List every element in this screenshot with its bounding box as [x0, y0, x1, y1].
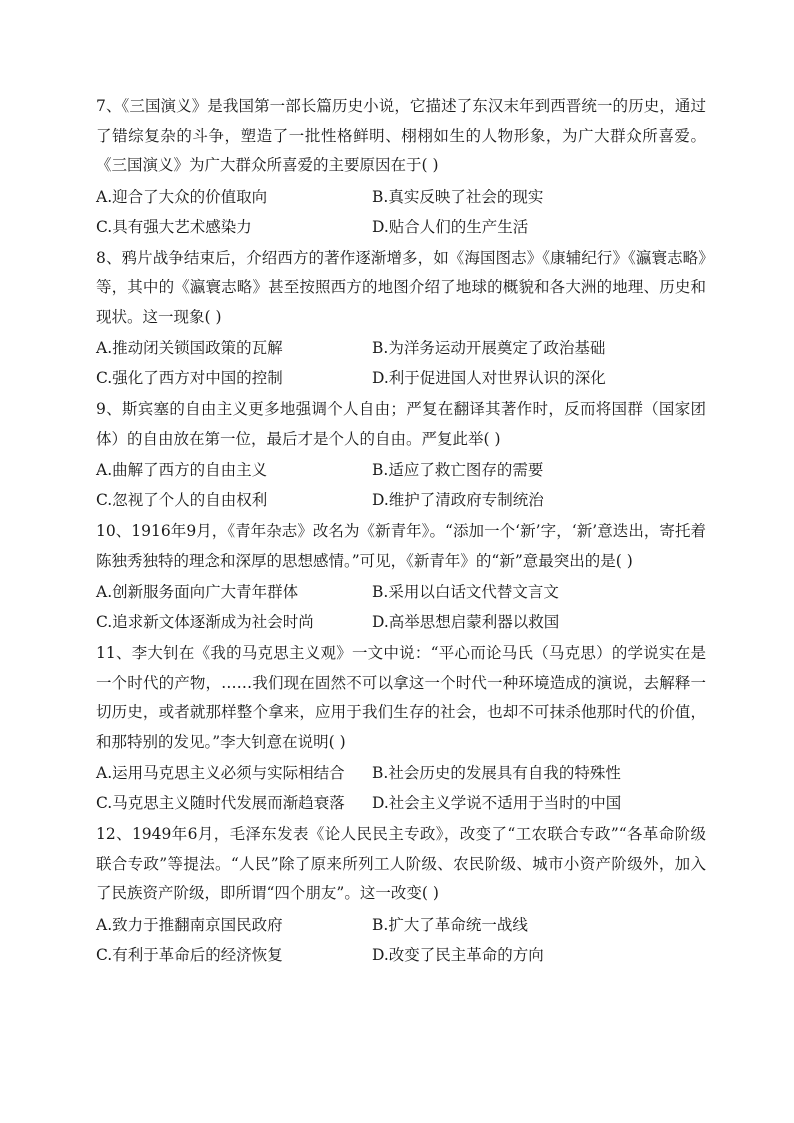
question-8 [96, 244, 706, 394]
option-a: A.创新服务面向广大青年群体 [96, 583, 299, 601]
question-stem: 12、1949年6月，毛泽东发表《论人民民主专政》，改变了“工农联合专政”“各革命阶级联合专政”等提法。“人民”除了原来所列工人阶级、农民阶级、城市小资产阶级外，加入了民族资产阶级，即所谓“四个朋友”。这一改变( ) [96, 825, 706, 902]
option-c: C.忽视了个人的自由权利 [96, 491, 268, 509]
option-c: C.强化了西方对中国的控制 [96, 369, 283, 387]
question-10 [96, 517, 706, 637]
option-a: A.运用马克思主义必须与实际相结合 [96, 764, 345, 782]
option-c: C.具有强大艺术感染力 [96, 217, 252, 236]
option-a: A.致力于推翻南京国民政府 [96, 915, 283, 934]
option-d: D.改变了民主革命的方向 [372, 945, 544, 964]
option-b: B.扩大了革命统一战线 [372, 915, 528, 934]
question-9 [96, 395, 706, 515]
option-b: B.真实反映了社会的现实 [372, 187, 544, 206]
question-stem: 7、《三国演义》是我国第一部长篇历史小说，它描述了东汉末年到西晋统一的历史，通过了错综复杂的斗争，塑造了一批性格鲜明、栩栩如生的人物形象，为广大群众所喜爱。《三国演义》为广大群众所喜爱的主要原因在于( ) [96, 97, 706, 174]
option-d: D.利于促进国人对世界认识的深化 [372, 369, 606, 387]
option-d: D.社会主义学说不适用于当时的中国 [372, 794, 622, 812]
option-list [96, 577, 706, 637]
option-d: D.高举思想启蒙利器以救国 [372, 613, 560, 631]
option-list [96, 455, 706, 515]
question-stem: 11、李大钊在《我的马克思主义观》一文中说：“平心而论马氏（马克思）的学说实在是一个时代的产物，……我们现在固然不可以拿这一个时代一种环境造成的演说，去解释一切历史，或者就那样整个拿来，应用于我们生存的社会，也却不可抹杀他那时代的价值，和那特别的发见。”李大钊意在说明( ) [96, 644, 706, 751]
option-list [96, 333, 706, 393]
option-a: A.推动闭关锁国政策的瓦解 [96, 339, 283, 357]
option-list [96, 182, 706, 242]
option-d: D.贴合人们的生产生活 [372, 217, 529, 236]
option-a: A.迎合了大众的价值取向 [96, 187, 268, 206]
option-b: B.适应了救亡图存的需要 [372, 461, 544, 479]
question-stem: 10、1916年9月，《青年杂志》改名为《新青年》。“添加一个‘新’字，‘新’意迭出，寄托着陈独秀独特的理念和深厚的思想感情。”可见，《新青年》的“新”意最突出的是( ) [96, 522, 706, 570]
option-c: C.有利于革命后的经济恢复 [96, 945, 283, 964]
option-c: C.追求新文体逐渐成为社会时尚 [96, 613, 314, 631]
option-list [96, 758, 706, 818]
option-list [96, 910, 706, 970]
exam-page [96, 92, 706, 972]
option-c: C.马克思主义随时代发展而渐趋衰落 [96, 794, 345, 812]
option-a: A.曲解了西方的自由主义 [96, 461, 268, 479]
option-d: D.维护了清政府专制统治 [372, 491, 544, 509]
option-b: B.采用以白话文代替文言文 [372, 583, 559, 601]
option-b: B.社会历史的发展具有自我的特殊性 [372, 764, 621, 782]
option-b: B.为洋务运动开展奠定了政治基础 [372, 339, 606, 357]
question-stem: 9、斯宾塞的自由主义更多地强调个人自由；严复在翻译其著作时，反而将国群（国家团体）的自由放在第一位，最后才是个人的自由。严复此举( ) [96, 400, 706, 448]
question-stem: 8、鸦片战争结束后，介绍西方的著作逐渐增多，如《海国图志》《康辅纪行》《瀛寰志略》等，其中的《瀛寰志略》甚至按照西方的地图介绍了地球的概貌和各大洲的地理、历史和现状。这一现象( ) [96, 248, 706, 326]
question-12 [96, 820, 706, 970]
question-11 [96, 639, 706, 818]
question-7 [96, 92, 706, 242]
